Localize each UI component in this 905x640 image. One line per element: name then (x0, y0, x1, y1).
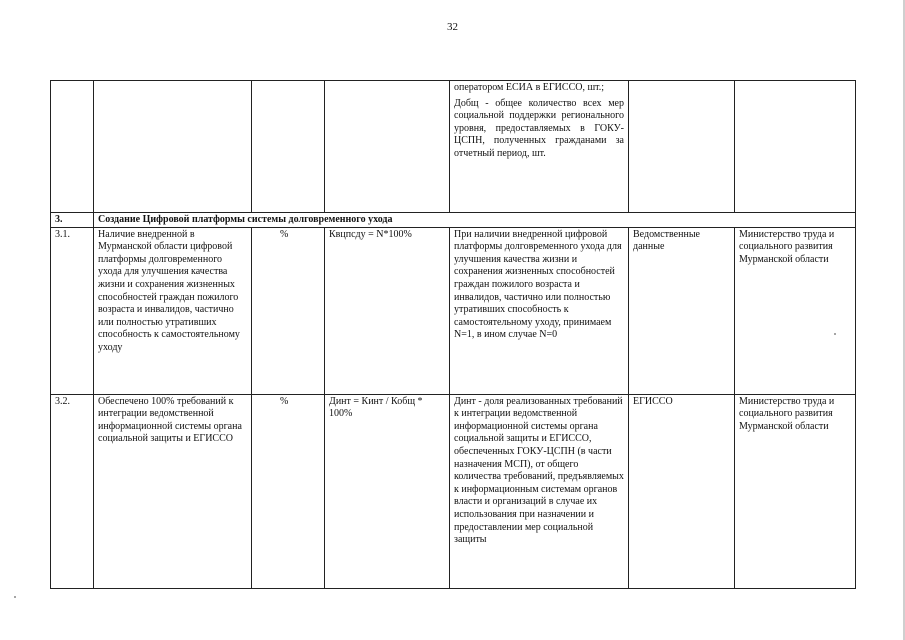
method-text-continued: оператором ЕСИА в ЕГИССО, шт.; (454, 82, 605, 93)
formula: Квцпсду = N*100% (325, 227, 450, 394)
cell-formula (325, 81, 450, 213)
cell-num (51, 81, 94, 213)
cell-unit (252, 81, 325, 213)
cell-method (450, 81, 629, 213)
section-header-row (51, 213, 856, 228)
cell-name (94, 81, 252, 213)
indicator-name: Обеспечено 100% требований к интеграции ведомственной информационной системы органа социальной защиты и ЕГИССО (94, 394, 252, 588)
row-number: 3.2. (51, 394, 94, 588)
responsible: Министерство труда и социального развития Мурманской области (735, 227, 856, 394)
table-row (51, 394, 856, 588)
method: При наличии внедренной цифровой платформы долговременного ухода для улучшения качества жизни и сохранения жизненных способностей граждан пожилого возраста и инвалидов, частично или полностью утративших способность к самостоятельному уходу, принимаем N=1, в ином случае N=0 (450, 227, 629, 394)
responsible: Министерство труда и социального развития Мурманской области (735, 394, 856, 588)
section-title: Создание Цифровой платформы системы долговременного ухода (94, 213, 856, 228)
unit: % (252, 227, 325, 394)
method: Динт - доля реализованных требований к интеграции ведомственной информационной системы органа социальной защиты и ЕГИССО, обеспеченных ГОКУ-ЦСПН (в части назначения МСП), от общего количества требований, предъявляемых к информационным системам органов власти и организаций в случае их использования при назначении и предоставлении мер социальной защиты (450, 394, 629, 588)
data-source: Ведомственные данные (629, 227, 735, 394)
cell-responsible (735, 81, 856, 213)
method-text-definition: Добщ - общее количество всех мер социальной поддержки регионального уровня, предоставляемых в ГОКУ-ЦСПН, полученных гражданами за отчетный период, шт. (454, 97, 624, 159)
scan-speck (834, 333, 836, 335)
indicator-name: Наличие внедренной в Мурманской области цифровой платформы долговременного ухода для улучшения качества жизни и сохранения жизненных способностей граждан пожилого возраста и инвалидов, частично или полностью утративших способность к самостоятельному уходу (94, 227, 252, 394)
page-number: 32 (447, 21, 458, 33)
continued-row (51, 81, 856, 213)
formula: Динт = Кинт / Кобщ * 100% (325, 394, 450, 588)
cell-source (629, 81, 735, 213)
section-number: 3. (51, 213, 94, 228)
scan-speck (14, 596, 16, 598)
unit: % (252, 394, 325, 588)
table-row (51, 227, 856, 394)
indicators-table (50, 80, 856, 589)
data-source: ЕГИССО (629, 394, 735, 588)
row-number: 3.1. (51, 227, 94, 394)
